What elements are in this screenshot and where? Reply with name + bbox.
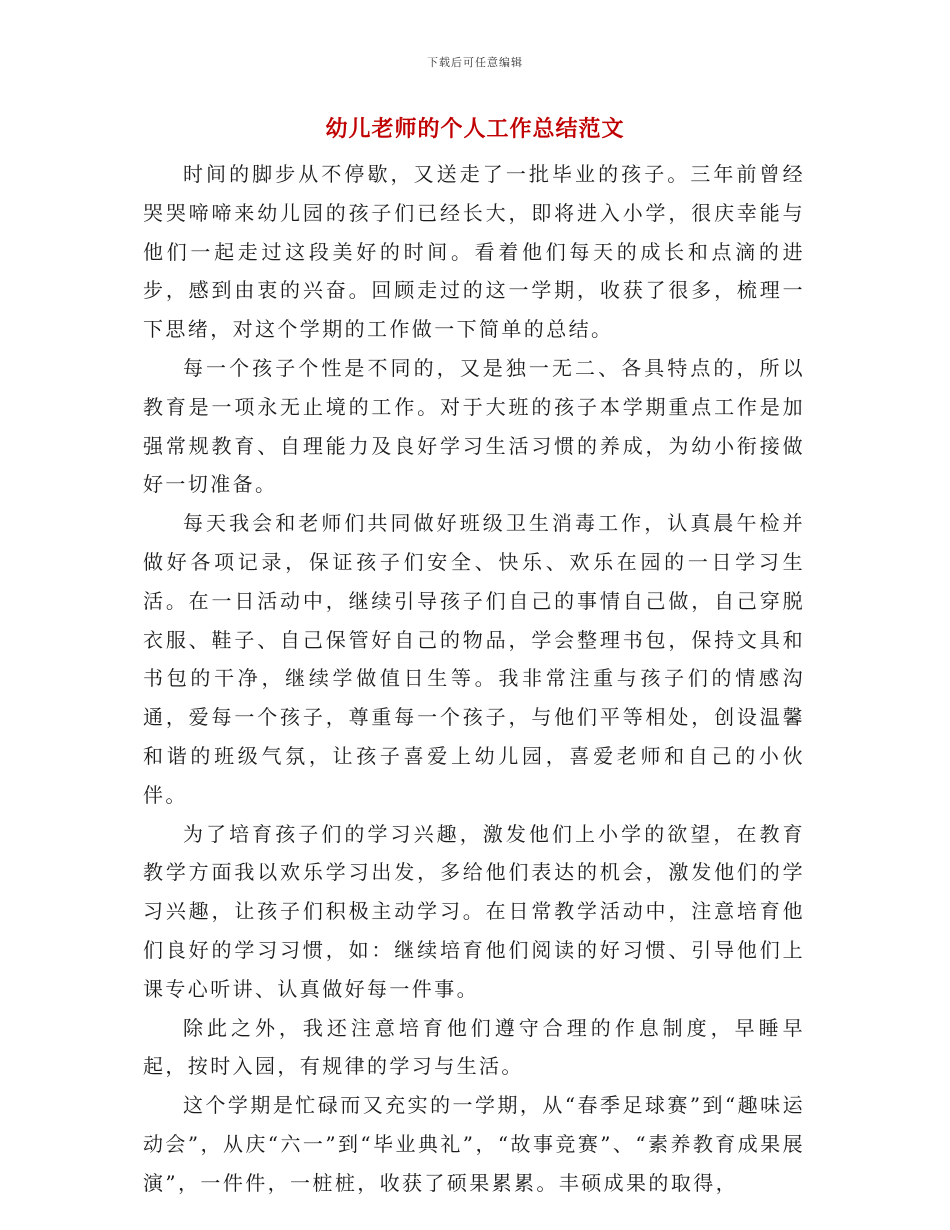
paragraph-2: 每一个孩子个性是不同的，又是独一无二、各具特点的，所以教育是一项永无止境的工作。对于大班的孩子本学期重点工作是加强常规教育、自理能力及良好学习生活习惯的养成，为幼小衔接做好一切准备。 xyxy=(143,355,805,497)
paragraph-4: 为了培育孩子们的学习兴趣，激发他们上小学的欲望，在教育教学方面我以欢乐学习出发，多给他们表达的机会，激发他们的学习兴趣，让孩子们积极主动学习。在日常教学活动中，注意培育他们良好的学习习惯，如：继续培育他们阅读的好习惯、引导他们上课专心听讲、认真做好每一件事。 xyxy=(143,821,805,1001)
document-body xyxy=(143,155,805,1203)
header-note: 下载后可任意编辑 xyxy=(427,56,523,69)
paragraph-5: 除此之外，我还注意培育他们遵守合理的作息制度，早睡早起，按时入园，有规律的学习与生活。 xyxy=(143,1015,805,1079)
paragraph-6: 这个学期是忙碌而又充实的一学期，从“春季足球赛”到“趣味运动会”，从庆“六一”到“毕业典礼”，“故事竞赛”、“素养教育成果展演”，一件件，一桩桩，收获了硕果累累。丰硕成果的取得， xyxy=(143,1093,805,1195)
paragraph-3: 每天我会和老师们共同做好班级卫生消毒工作，认真晨午检并做好各项记录，保证孩子们安全、快乐、欢乐在园的一日学习生活。在一日活动中，继续引导孩子们自己的事情自己做，自己穿脱衣服、鞋子、自己保管好自己的物品，学会整理书包，保持文具和书包的干净，继续学做值日生等。我非常注重与孩子们的情感沟通，爱每一个孩子，尊重每一个孩子，与他们平等相处，创设温馨和谐的班级气氛，让孩子喜爱上幼儿园，喜爱老师和自己的小伙伴。 xyxy=(143,511,805,807)
paragraph-1: 时间的脚步从不停歇，又送走了一批毕业的孩子。三年前曾经哭哭啼啼来幼儿园的孩子们已经长大，即将进入小学，很庆幸能与他们一起走过这段美好的时间。看着他们每天的成长和点滴的进步，感到由衷的兴奋。回顾走过的这一学期，收获了很多，梳理一下思绪，对这个学期的工作做一下简单的总结。 xyxy=(143,162,805,342)
document-title: 幼儿老师的个人工作总结范文 xyxy=(325,116,625,142)
